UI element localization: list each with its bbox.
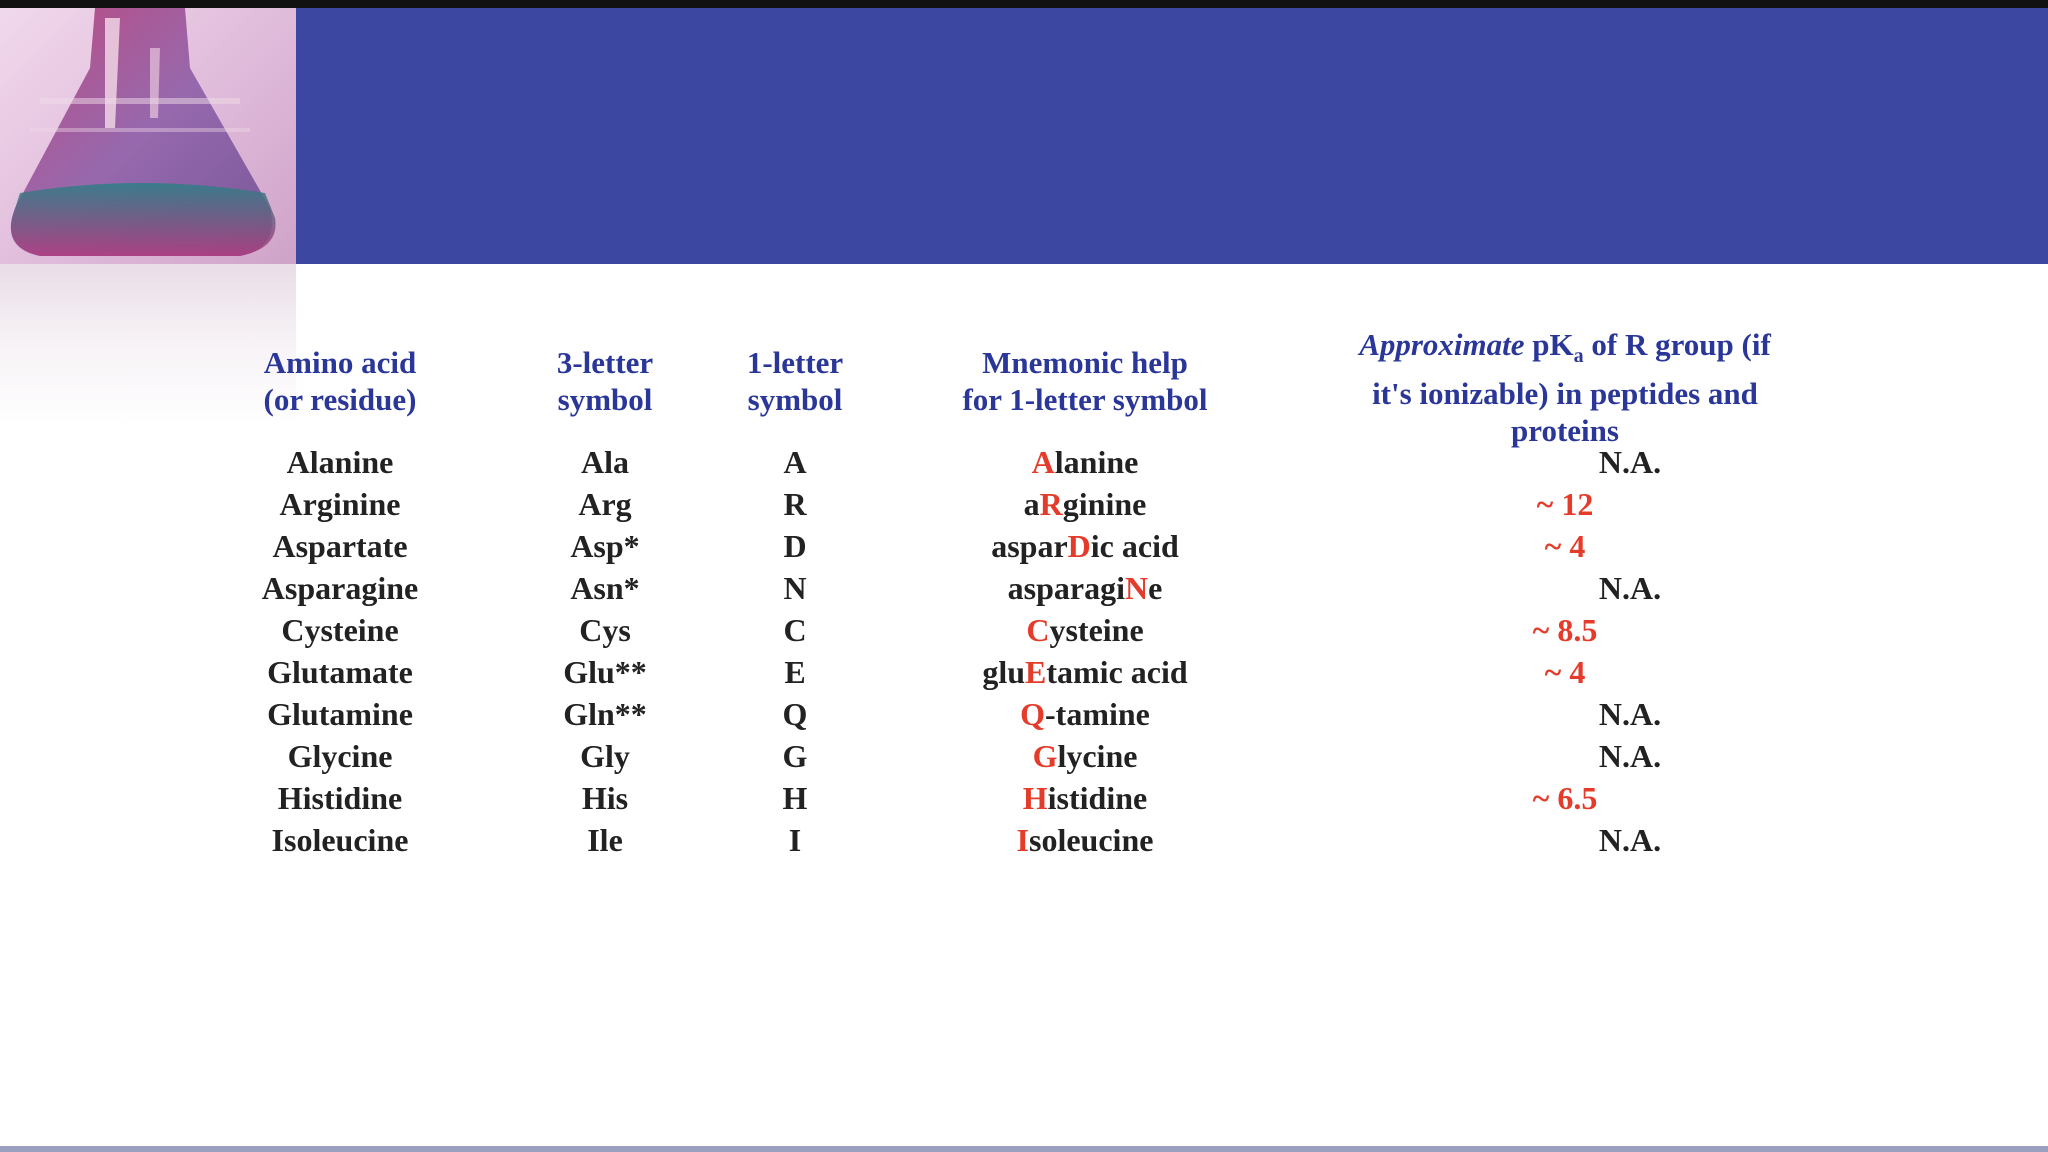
pka-value xyxy=(1440,651,1690,693)
pka-text: ~ 4 xyxy=(1544,654,1586,690)
three-letter-symbol: Arg xyxy=(578,486,632,522)
header-pka xyxy=(1280,326,1850,449)
mnemonic xyxy=(895,651,1275,693)
three-letter-symbol: Gly xyxy=(580,738,630,774)
mnemonic-highlight: A xyxy=(1031,444,1055,480)
header-mnemonic-line1: Mnemonic help xyxy=(982,345,1188,380)
three-letter-symbol: Asn* xyxy=(570,570,640,606)
pka-value xyxy=(1505,441,1755,483)
pka-text: N.A. xyxy=(1598,444,1662,480)
pka-text: ~ 4 xyxy=(1544,528,1586,564)
mnemonic xyxy=(895,777,1275,819)
header-amino-acid-line2: (or residue) xyxy=(263,382,417,417)
mnemonic-highlight: C xyxy=(1026,612,1050,648)
one-letter-symbol: G xyxy=(782,738,808,774)
one-letter-symbol: H xyxy=(782,780,808,816)
one-letter-symbol: C xyxy=(783,612,807,648)
header-pka-line1 xyxy=(1280,326,1850,375)
mnemonic-prefix: a xyxy=(1023,486,1040,522)
mnemonic-suffix: lanine xyxy=(1054,444,1139,480)
pka-text: N.A. xyxy=(1598,822,1662,858)
amino-acid-name: Glutamate xyxy=(267,654,413,690)
mnemonic-prefix: asparagi xyxy=(1007,570,1126,606)
mnemonic-highlight: N xyxy=(1125,570,1149,606)
mnemonic-suffix: ginine xyxy=(1062,486,1147,522)
mnemonic-highlight: G xyxy=(1032,738,1058,774)
one-letter-symbol: I xyxy=(788,822,802,858)
table-row xyxy=(0,525,2048,567)
mnemonic-suffix: e xyxy=(1148,570,1163,606)
header-three-letter xyxy=(515,344,695,418)
header-pka-rest: of R group (if xyxy=(1583,327,1771,362)
mnemonic-suffix: lycine xyxy=(1057,738,1138,774)
pka-text: ~ 12 xyxy=(1536,486,1594,522)
mnemonic-highlight: H xyxy=(1022,780,1048,816)
header-pka-sub: a xyxy=(1573,345,1584,368)
mnemonic xyxy=(895,693,1275,735)
one-letter-symbol: N xyxy=(783,570,807,606)
pka-value xyxy=(1505,693,1755,735)
pka-value xyxy=(1505,567,1755,609)
pka-text: N.A. xyxy=(1598,696,1662,732)
header-amino-acid-line1: Amino acid xyxy=(263,345,417,380)
mnemonic-prefix: glu xyxy=(982,654,1026,690)
mnemonic-highlight: I xyxy=(1016,822,1029,858)
amino-acid-name: Alanine xyxy=(286,444,394,480)
table-row xyxy=(0,735,2048,777)
amino-acid-name: Aspartate xyxy=(272,528,408,564)
mnemonic xyxy=(895,735,1275,777)
header-three-letter-line2: symbol xyxy=(557,382,653,417)
mnemonic xyxy=(895,441,1275,483)
pka-value xyxy=(1440,777,1690,819)
flask-icon xyxy=(0,8,296,264)
header-pka-pk: pK xyxy=(1524,327,1574,362)
one-letter-symbol: Q xyxy=(782,696,808,732)
header-pka-line3: proteins xyxy=(1511,413,1619,449)
mnemonic-highlight: D xyxy=(1067,528,1091,564)
mnemonic-highlight: Q xyxy=(1020,696,1046,732)
one-letter-symbol: R xyxy=(783,486,807,522)
pka-value xyxy=(1440,525,1690,567)
one-letter-symbol: D xyxy=(783,528,807,564)
amino-acid-name: Cysteine xyxy=(281,612,399,648)
table-row xyxy=(0,483,2048,525)
pka-value xyxy=(1440,609,1690,651)
three-letter-symbol: Ile xyxy=(587,822,623,858)
mnemonic xyxy=(895,483,1275,525)
header-amino-acid xyxy=(210,344,470,418)
three-letter-symbol: Gln** xyxy=(563,696,647,732)
pka-text: ~ 6.5 xyxy=(1532,780,1598,816)
table-row xyxy=(0,819,2048,861)
header-mnemonic-line2: for 1-letter symbol xyxy=(962,382,1208,417)
pka-value xyxy=(1440,483,1690,525)
amino-acid-name: Glutamine xyxy=(267,696,413,732)
three-letter-symbol: His xyxy=(581,780,629,816)
table-row xyxy=(0,441,2048,483)
three-letter-symbol: Ala xyxy=(581,444,629,480)
header-one-letter-line2: symbol xyxy=(747,382,843,417)
mnemonic xyxy=(895,525,1275,567)
mnemonic-suffix: tamic acid xyxy=(1046,654,1188,690)
header-mnemonic xyxy=(905,344,1265,418)
three-letter-symbol: Asp* xyxy=(570,528,640,564)
table-row xyxy=(0,693,2048,735)
flask-image xyxy=(0,8,296,264)
mnemonic-highlight: E xyxy=(1025,654,1047,690)
header-one-letter-line1: 1-letter xyxy=(746,345,844,380)
mnemonic-suffix: ic acid xyxy=(1090,528,1179,564)
pka-text: N.A. xyxy=(1598,738,1662,774)
header-pka-italic: Approximate xyxy=(1359,327,1525,362)
three-letter-symbol: Cys xyxy=(579,612,631,648)
amino-acid-name: Histidine xyxy=(277,780,403,816)
mnemonic-suffix: -tamine xyxy=(1045,696,1150,732)
table-row xyxy=(0,777,2048,819)
mnemonic-suffix: ysteine xyxy=(1049,612,1144,648)
top-border xyxy=(0,0,2048,8)
mnemonic-suffix: istidine xyxy=(1047,780,1148,816)
bottom-border xyxy=(0,1146,2048,1152)
table-row xyxy=(0,609,2048,651)
mnemonic xyxy=(895,567,1275,609)
amino-acid-name: Arginine xyxy=(279,486,401,522)
mnemonic-suffix: soleucine xyxy=(1029,822,1154,858)
three-letter-symbol: Glu** xyxy=(563,654,647,690)
mnemonic-highlight: R xyxy=(1039,486,1063,522)
header-three-letter-line1: 3-letter xyxy=(556,345,654,380)
pka-text: ~ 8.5 xyxy=(1532,612,1598,648)
amino-acid-name: Glycine xyxy=(287,738,393,774)
header-pka-line2: it's ionizable) in peptides and xyxy=(1372,376,1758,412)
mnemonic xyxy=(895,819,1275,861)
pka-text: N.A. xyxy=(1598,570,1662,606)
mnemonic-prefix: aspar xyxy=(991,528,1068,564)
amino-acid-name: Asparagine xyxy=(261,570,419,606)
table-row xyxy=(0,567,2048,609)
title-banner xyxy=(296,8,2048,264)
one-letter-symbol: E xyxy=(784,654,806,690)
one-letter-symbol: A xyxy=(783,444,807,480)
mnemonic xyxy=(895,609,1275,651)
amino-acid-name: Isoleucine xyxy=(271,822,409,858)
pka-value xyxy=(1505,735,1755,777)
header-one-letter xyxy=(715,344,875,418)
table-row xyxy=(0,651,2048,693)
pka-value xyxy=(1505,819,1755,861)
